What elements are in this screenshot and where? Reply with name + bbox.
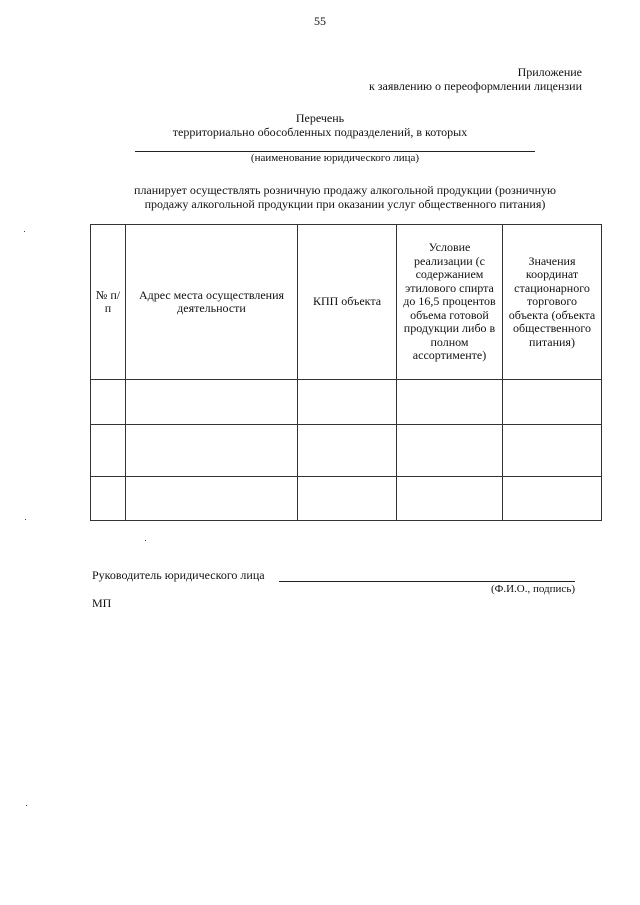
scan-speck bbox=[145, 540, 146, 541]
title-line-1: Перечень bbox=[295, 111, 345, 125]
page-number: 55 bbox=[314, 14, 326, 28]
table-cell[interactable] bbox=[503, 477, 602, 521]
table-cell[interactable] bbox=[503, 425, 602, 477]
table-cell[interactable] bbox=[126, 477, 298, 521]
table-row bbox=[91, 425, 602, 477]
table-cell[interactable] bbox=[298, 380, 397, 425]
intro-line-2: продажу алкогольной продукции при оказании услуг общественного питания) bbox=[144, 197, 546, 211]
header-coordinates: Значения координат стационарного торгового объекта (объекта общественного питания) bbox=[503, 225, 602, 380]
table-row bbox=[91, 380, 602, 425]
header-address: Адрес места осуществления деятельности bbox=[126, 225, 298, 380]
document-title bbox=[0, 111, 640, 139]
appendix-header bbox=[369, 65, 582, 93]
scan-speck bbox=[24, 231, 25, 232]
table-cell[interactable] bbox=[91, 477, 126, 521]
table-cell[interactable] bbox=[397, 380, 503, 425]
legal-entity-name-caption: (наименование юридического лица) bbox=[250, 152, 420, 164]
header-number: № п/п bbox=[91, 225, 126, 380]
header-kpp: КПП объекта bbox=[298, 225, 397, 380]
table-cell[interactable] bbox=[298, 477, 397, 521]
table-cell[interactable] bbox=[126, 380, 298, 425]
table-cell[interactable] bbox=[298, 425, 397, 477]
appendix-line-1: Приложение bbox=[517, 65, 582, 79]
table-row bbox=[91, 477, 602, 521]
intro-text bbox=[85, 183, 605, 211]
table-cell[interactable] bbox=[397, 425, 503, 477]
scan-speck bbox=[25, 519, 26, 520]
stamp-label: МП bbox=[92, 596, 112, 610]
table-header-row bbox=[91, 225, 602, 380]
signature-label: Руководитель юридического лица bbox=[92, 568, 265, 582]
header-sale-condition: Условие реализации (с содержанием этилового спирта до 16,5 процентов объема готовой продукции либо в полном ассортименте) bbox=[397, 225, 503, 380]
title-line-2: территориально обособленных подразделений, в которых bbox=[172, 125, 468, 139]
subdivisions-table bbox=[90, 224, 602, 521]
table-cell[interactable] bbox=[126, 425, 298, 477]
scan-speck bbox=[26, 805, 27, 806]
appendix-line-2: к заявлению о переоформлении лицензии bbox=[368, 79, 582, 93]
intro-line-1: планирует осуществлять розничную продажу алкогольной продукции (розничную bbox=[134, 183, 556, 197]
signature-caption: (Ф.И.О., подпись) bbox=[491, 583, 575, 595]
signature-line bbox=[279, 581, 575, 582]
table-cell[interactable] bbox=[503, 380, 602, 425]
table-cell[interactable] bbox=[397, 477, 503, 521]
table-cell[interactable] bbox=[91, 380, 126, 425]
table-cell[interactable] bbox=[91, 425, 126, 477]
